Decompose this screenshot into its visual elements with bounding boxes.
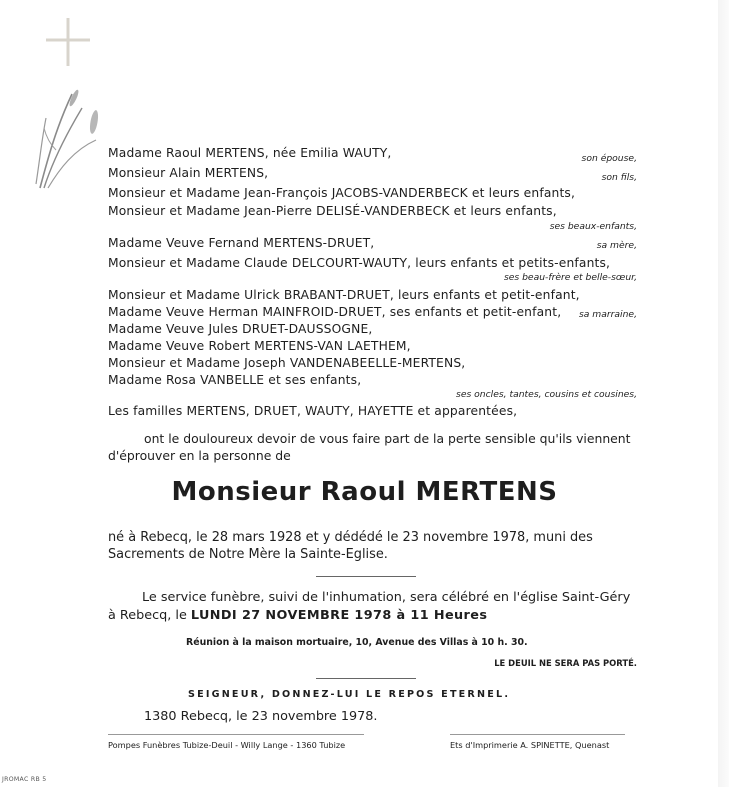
mourning-note: LE DEUIL NE SERA PAS PORTÉ. [494, 658, 637, 668]
mourner-line: Les familles MERTENS, DRUET, WAUTY, HAYETTE et apparentées, [108, 404, 518, 418]
mourner-line: Monsieur et Madame Jean-Pierre DELISÉ-VANDERBECK et leurs enfants, [108, 204, 557, 218]
mourner-line: Monsieur et Madame Ulrick BRABANT-DRUET, leurs enfants et petit-enfant, [108, 288, 580, 302]
funeral-home-credit: Pompes Funèbres Tubize-Deuil - Willy Lange - 1360 Tubize [108, 740, 346, 750]
mourner-line: Monsieur Alain MERTENS, [108, 166, 269, 180]
printer-credit: Ets d'Imprimerie A. SPINETTE, Quenast [450, 740, 610, 750]
mourner-line: Monsieur et Madame Joseph VANDENABEELLE-MERTENS, [108, 356, 466, 370]
birth-death-line: né à Rebecq, le 28 mars 1928 et y dédédé le 23 novembre 1978, muni des [108, 530, 593, 545]
mourner-line: Madame Veuve Jules DRUET-DAUSSOGNE, [108, 322, 373, 336]
service-date: LUNDI 27 NOVEMBRE 1978 à 11 Heures [190, 608, 488, 623]
service-prefix: à Rebecq, le [108, 608, 187, 623]
place-date: 1380 Rebecq, le 23 novembre 1978. [144, 709, 378, 724]
footer-rule-left [108, 734, 364, 735]
footer-rule-right [450, 734, 625, 735]
reunion-info: Réunion à la maison mortuaire, 10, Avenue des Villas à 10 h. 30. [186, 637, 528, 648]
mourner-line: Madame Rosa VANBELLE et ses enfants, [108, 373, 362, 387]
mourner-line: Monsieur et Madame Jean-François JACOBS-VANDERBECK et leurs enfants, [108, 186, 576, 200]
service-line-date [108, 608, 487, 623]
mourner-line: Monsieur et Madame Claude DELCOURT-WAUTY, leurs enfants et petits-enfants, [108, 256, 611, 270]
relation-label: ses beaux-enfants, [549, 221, 637, 232]
divider [316, 576, 416, 577]
side-code: JROMAC RB 5 [2, 776, 47, 783]
relation-label: sa mère, [596, 240, 637, 251]
service-line: Le service funèbre, suivi de l'inhumation, sera célébré en l'église Saint-Géry [142, 590, 631, 605]
deceased-name: Monsieur Raoul MERTENS [171, 477, 558, 507]
prayer: SEIGNEUR, DONNEZ-LUI LE REPOS ETERNEL. [188, 689, 511, 700]
mourner-line: Madame Veuve Herman MAINFROID-DRUET, ses enfants et petit-enfant, [108, 305, 562, 319]
relation-label: ses oncles, tantes, cousins et cousines, [456, 389, 637, 400]
relation-label: sa marraine, [578, 309, 637, 320]
relation-label: son fils, [601, 172, 637, 183]
mourner-line: Madame Veuve Robert MERTENS-VAN LAETHEM, [108, 339, 411, 353]
announcement-line: ont le douloureux devoir de vous faire part de la perte sensible qu'ils viennent [144, 431, 631, 446]
mourner-line: Madame Veuve Fernand MERTENS-DRUET, [108, 236, 375, 250]
cross-icon [38, 18, 98, 66]
birth-death-line: Sacrements de Notre Mère la Sainte-Eglise. [108, 547, 388, 562]
relation-label: son épouse, [581, 153, 637, 164]
wheat-icon [26, 88, 106, 198]
mourner-line: Madame Raoul MERTENS, née Emilia WAUTY, [108, 146, 392, 160]
relation-label: ses beau-frère et belle-sœur, [503, 272, 637, 283]
announcement-line: d'éprouver en la personne de [108, 448, 291, 463]
divider [316, 678, 416, 679]
page-edge [718, 0, 729, 787]
